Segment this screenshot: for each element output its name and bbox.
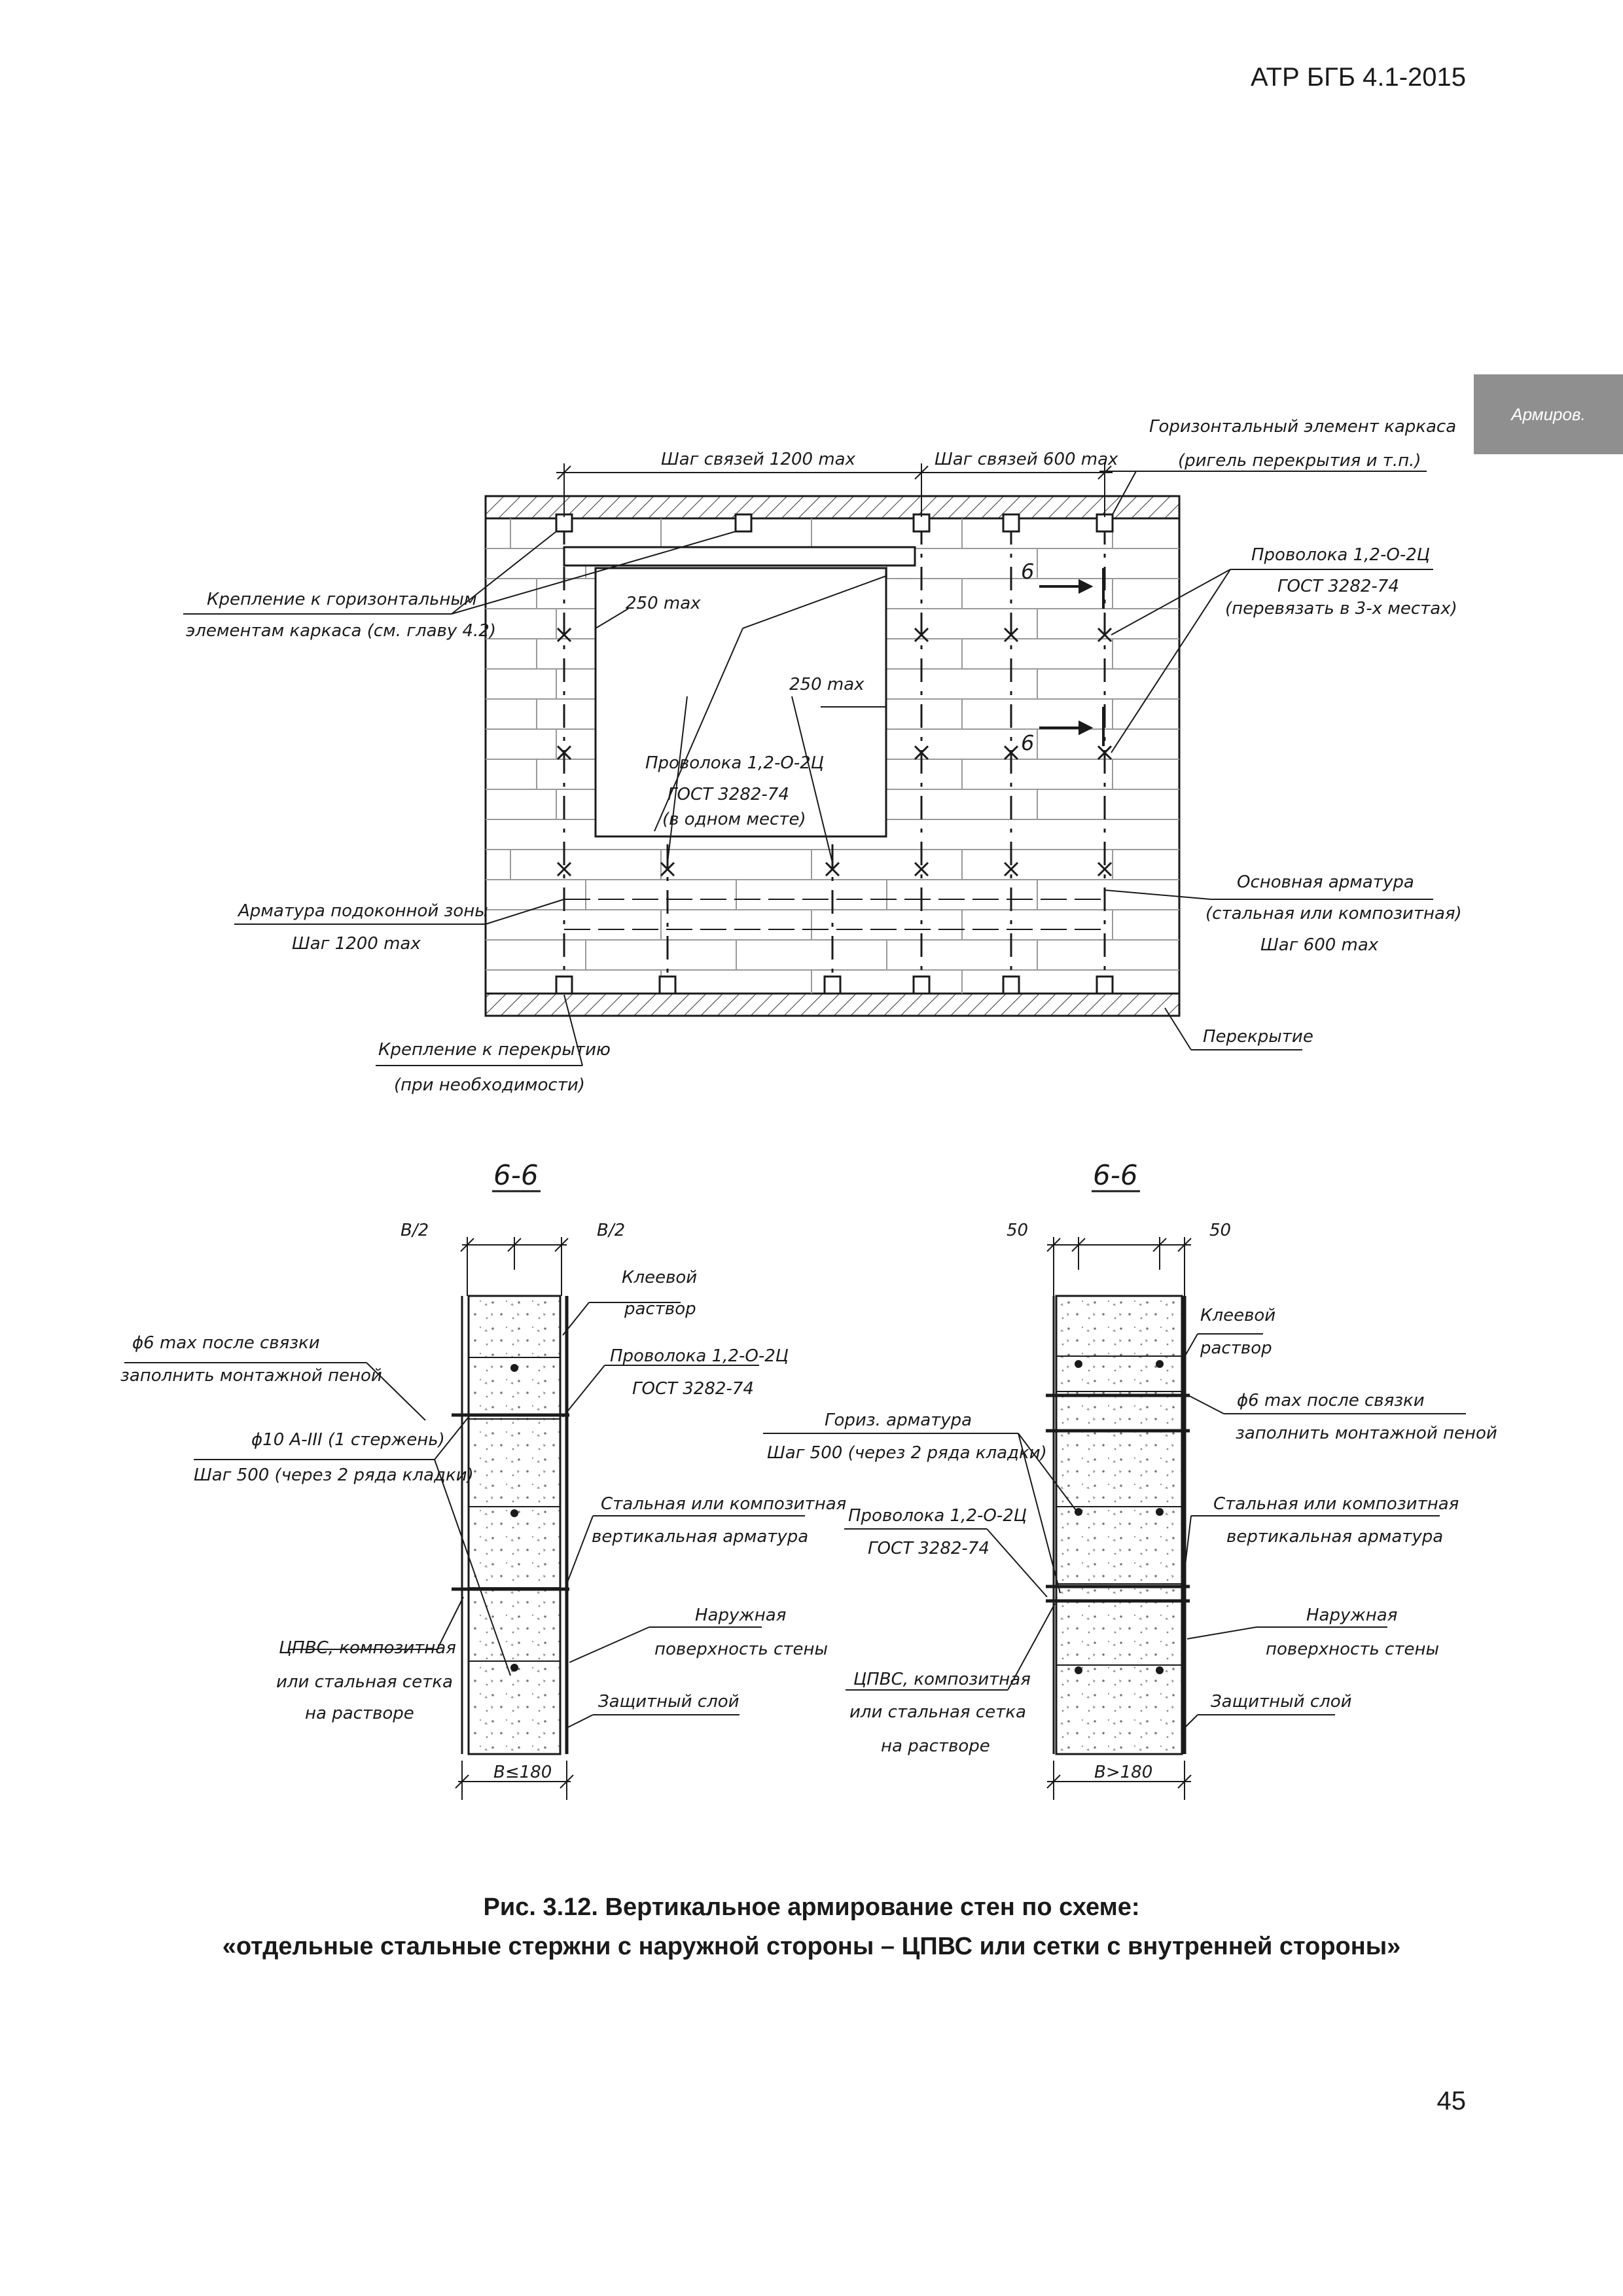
- left-hole-label-2: заполнить монтажной пеной: [120, 1366, 382, 1386]
- left-wire-label-2: ГОСТ 3282-74: [632, 1379, 754, 1399]
- right-horiz-label-2: Шаг 500 (через 2 ряда кладки): [767, 1443, 1047, 1463]
- section-mark-top: 6: [1021, 559, 1035, 584]
- fix-horiz-label-2: элементам каркаса (см. главу 4.2): [186, 621, 496, 641]
- right-mesh-label-2: или стальная сетка: [849, 1702, 1026, 1722]
- bottom-slab: [486, 994, 1179, 1016]
- main-rebar-label-1: Основная арматура: [1237, 872, 1414, 892]
- left-rod-label-2: Шаг 500 (через 2 ряда кладки): [194, 1465, 474, 1485]
- right-dim-50-right: 50: [1209, 1221, 1232, 1240]
- left-dim-b2-left: B/2: [401, 1221, 429, 1240]
- main-rebar-label-2: (стальная или композитная): [1205, 904, 1462, 924]
- right-vert-label-2: вертикальная арматура: [1226, 1527, 1444, 1547]
- dim-250-b: 250 max: [789, 675, 865, 694]
- right-glue-label-1: Клеевой: [1200, 1306, 1276, 1325]
- right-vert-label-1: Стальная или композитная: [1213, 1494, 1459, 1514]
- right-glue-label-2: раствор: [1200, 1338, 1272, 1358]
- wire-three-label-2: ГОСТ 3282-74: [1277, 577, 1399, 596]
- lintel: [564, 547, 915, 565]
- caption-line-1: Рис. 3.12. Вертикальное армирование стен по схеме:: [483, 1893, 1140, 1921]
- bottom-anchors: [556, 977, 1113, 994]
- right-outer-label-2: поверхность стены: [1266, 1640, 1440, 1659]
- left-cover-label: Защитный слой: [598, 1692, 740, 1712]
- horiz-frame-label-1: Горизонтальный элемент каркаса: [1149, 417, 1457, 437]
- main-rebar-label-3: Шаг 600 max: [1260, 935, 1379, 955]
- wire-three-label-1: Проволока 1,2-О-2Ц: [1251, 545, 1430, 565]
- section-cut-marker: [1039, 568, 1103, 746]
- wire-one-label-2: ГОСТ 3282-74: [668, 785, 789, 804]
- fix-slab-label-1: Крепление к перекрытию: [378, 1040, 611, 1060]
- left-vert-label-2: вертикальная арматура: [592, 1527, 809, 1547]
- dim-250-a: 250 max: [626, 594, 701, 613]
- fix-horiz-label-1: Крепление к горизонтальным: [207, 590, 477, 609]
- wire-one-label-1: Проволока 1,2-О-2Ц: [645, 753, 824, 773]
- left-mesh-label-3: на растворе: [305, 1704, 414, 1723]
- slab-label: Перекрытие: [1203, 1027, 1313, 1047]
- left-hole-label-1: ϕ6 max после связки: [132, 1333, 320, 1353]
- section-right-title: 6-6: [1093, 1159, 1138, 1191]
- left-glue-label-2: раствор: [624, 1299, 696, 1319]
- tie-step-1200-label: Шаг связей 1200 max: [661, 450, 855, 469]
- left-mesh-label-1: ЦПВС, композитная: [279, 1638, 456, 1658]
- left-outer-label-2: поверхность стены: [654, 1640, 829, 1659]
- side-tab-label: Армиров.: [1511, 404, 1586, 424]
- left-vert-label-1: Стальная или композитная: [601, 1494, 847, 1514]
- left-width-label: B≤180: [493, 1763, 552, 1782]
- caption-line-2: «отдельные стальные стержни с наружной стороны – ЦПВС или сетки с внутренней стороны»: [222, 1933, 1401, 1960]
- right-outer-label-1: Наружная: [1306, 1605, 1398, 1625]
- section-mark-bottom: 6: [1021, 730, 1035, 755]
- right-hole-label-2: заполнить монтажной пеной: [1236, 1424, 1497, 1443]
- tie-step-600-label: Шаг связей 600 max: [935, 450, 1118, 469]
- top-beam: [486, 496, 1179, 518]
- right-mesh-label-3: на растворе: [881, 1736, 990, 1756]
- right-mesh-label-1: ЦПВС, композитная: [853, 1670, 1031, 1689]
- right-hole-label-1: ϕ6 max после связки: [1237, 1391, 1425, 1410]
- right-wire-label-2: ГОСТ 3282-74: [868, 1539, 990, 1558]
- left-glue-label-1: Клеевой: [622, 1268, 698, 1287]
- left-rod-label-1: ϕ10 А-III (1 стержень): [251, 1430, 445, 1450]
- horiz-frame-label-2: (ригель перекрытия и т.п.): [1178, 451, 1421, 471]
- section-left-title: 6-6: [493, 1159, 539, 1191]
- right-cover-label: Защитный слой: [1211, 1692, 1352, 1712]
- left-dim-b2-right: B/2: [597, 1221, 626, 1240]
- wire-one-label-3: (в одном месте): [662, 810, 806, 829]
- document-code: АТР БГБ 4.1-2015: [1251, 63, 1466, 92]
- fix-slab-label-2: (при необходимости): [394, 1075, 585, 1095]
- sill-label-2: Шаг 1200 max: [292, 934, 421, 954]
- wire-three-label-3: (перевязать в 3-х местах): [1225, 599, 1457, 619]
- right-horiz-label-1: Гориз. арматура: [825, 1410, 972, 1430]
- left-mesh-label-2: или стальная сетка: [276, 1672, 453, 1692]
- figure-caption: [131, 1888, 1492, 1966]
- sill-label-1: Арматура подоконной зоны: [238, 901, 488, 921]
- right-wire-label-1: Проволока 1,2-О-2Ц: [848, 1506, 1027, 1526]
- page-number: 45: [1436, 2087, 1466, 2115]
- left-wire-label-1: Проволока 1,2-О-2Ц: [610, 1346, 789, 1366]
- right-dim-50-left: 50: [1007, 1221, 1029, 1240]
- right-width-label: B>180: [1094, 1763, 1153, 1782]
- left-outer-label-1: Наружная: [695, 1605, 787, 1625]
